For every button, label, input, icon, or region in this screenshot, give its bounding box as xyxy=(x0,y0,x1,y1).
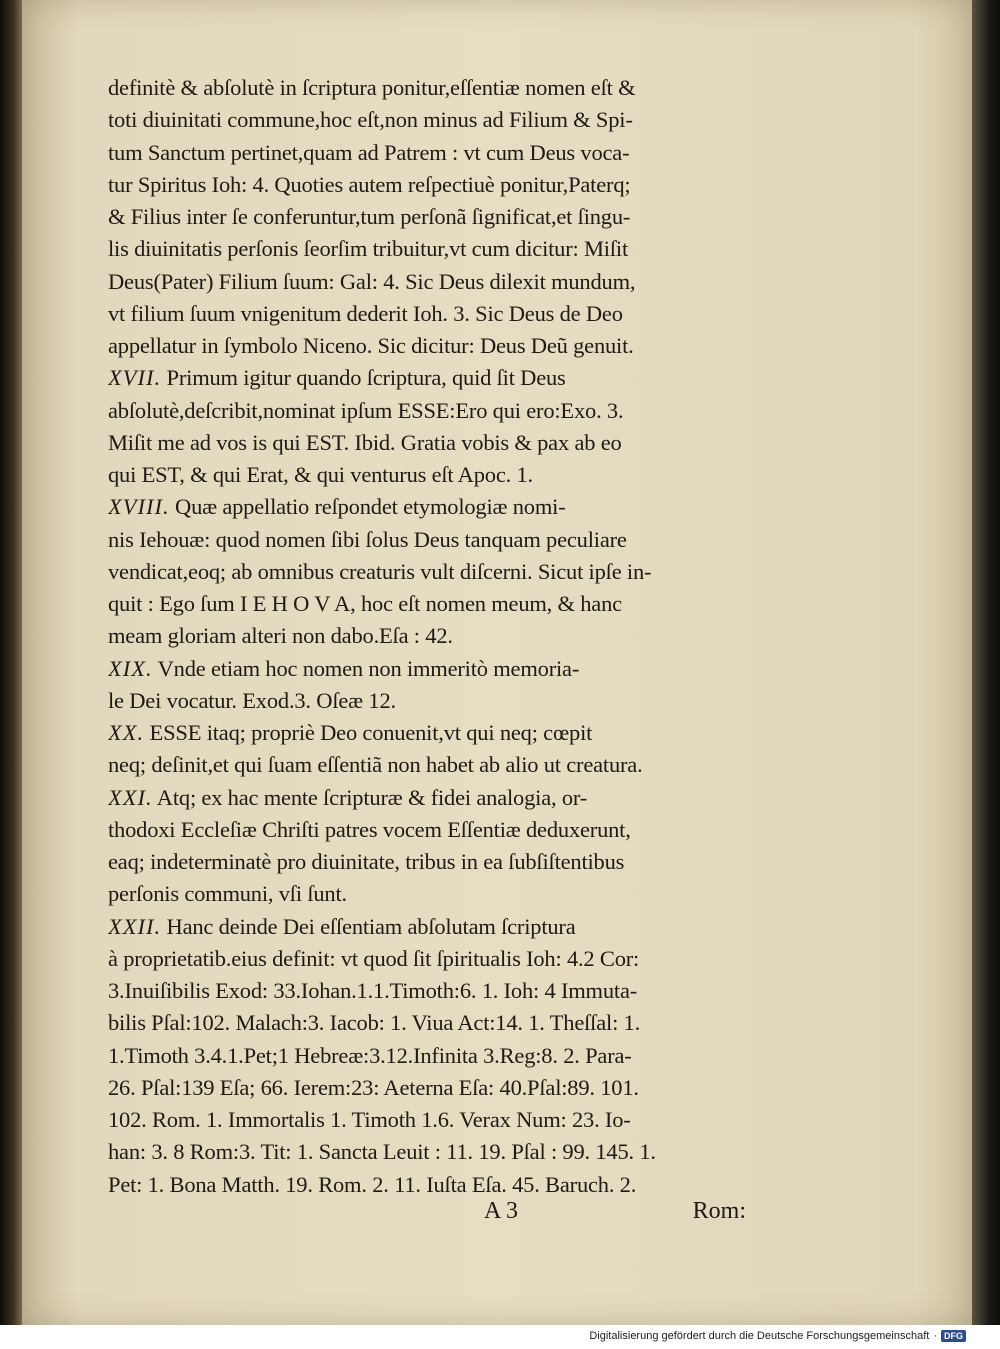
text-line xyxy=(108,749,748,781)
text-line xyxy=(108,846,748,878)
line-text: abſolutè,deſcribit,nominat ipſum ESSE:Ero qui ero:Exo. 3. xyxy=(108,397,624,423)
text-line xyxy=(108,878,748,910)
text-line xyxy=(108,298,748,330)
line-text: eaq; indeterminatè pro diuinitate, tribus in ea ſubſiſtentibus xyxy=(108,849,625,874)
text-line xyxy=(108,975,748,1007)
line-text: 26. Pſal:139 Eſa; 66. Ierem:23: Aeterna Eſa: 40.Pſal:89. 101. xyxy=(108,1074,639,1100)
text-line xyxy=(108,1040,748,1072)
line-text: Hanc deinde Dei eſſentiam abſolutam ſcriptura xyxy=(161,913,576,939)
text-line xyxy=(108,459,748,491)
line-text: vt filium ſuum vnigenitum dederit Ioh. 3. Sic Deus de Deo xyxy=(108,300,623,326)
page-body-text xyxy=(108,72,748,1201)
text-line xyxy=(108,588,748,620)
line-text: han: 3. 8 Rom:3. Tit: 1. Sancta Leuit : 11. 19. Pſal : 99. 145. 1. xyxy=(108,1139,656,1165)
text-line xyxy=(108,1007,748,1039)
text-line xyxy=(108,524,748,556)
text-line xyxy=(108,395,748,427)
line-text: Miſit me ad vos is qui EST. Ibid. Gratia vobis & pax ab eo xyxy=(108,429,622,455)
line-text: tum Sanctum pertinet,quam ad Patrem : vt cum Deus voca- xyxy=(108,139,630,165)
text-line xyxy=(108,911,748,943)
line-text: tur Spiritus Ioh: 4. Quoties autem reſpectiuè ponitur,Paterq; xyxy=(108,171,631,197)
text-line xyxy=(108,427,748,459)
digitization-credit: Digitalisierung gefördert durch die Deutsche Forschungsgemeinschaft · DFG xyxy=(589,1327,966,1345)
line-text: meam gloriam alteri non dabo.Eſa : 42. xyxy=(108,623,453,649)
text-line xyxy=(108,685,748,717)
text-line xyxy=(108,362,748,394)
line-text: & Filius inter ſe conferuntur,tum perſonã ſignificat,et ſingu- xyxy=(108,204,631,229)
text-line xyxy=(108,943,748,975)
line-text: Primum igitur quando ſcriptura, quid ſit Deus xyxy=(161,365,566,391)
line-text: vendicat,eoq; ab omnibus creaturis vult diſcerni. Sicut ipſe in- xyxy=(108,558,652,584)
page-footer-line xyxy=(108,1191,748,1231)
section-number: XVII. xyxy=(108,365,162,391)
text-line xyxy=(108,266,748,298)
text-line xyxy=(108,1072,748,1104)
text-line xyxy=(108,1104,748,1136)
line-text: Deus(Pater) Filium ſuum: Gal: 4. Sic Deus dilexit mundum, xyxy=(108,268,636,294)
text-line xyxy=(108,137,748,169)
credit-text: Digitalisierung gefördert durch die Deutsche Forschungsgemeinschaft xyxy=(589,1330,930,1342)
line-text: Pet: 1. Bona Matth. 19. Rom. 2. 11. Iuſta Eſa. 45. Baruch. 2. xyxy=(108,1171,637,1197)
line-text: nis Iehouæ: quod nomen ſibi ſolus Deus tanquam peculiare xyxy=(108,526,627,552)
line-text: 1.Timoth 3.4.1.Pet;1 Hebreæ:3.12.Infinita 3.Reg:8. 2. Para- xyxy=(108,1042,632,1068)
line-text: toti diuinitati commune,hoc eſt,non minus ad Filium & Spi- xyxy=(108,107,633,133)
text-line xyxy=(108,782,748,814)
book-spine xyxy=(0,0,22,1325)
text-line xyxy=(108,104,748,136)
dfg-logo: DFG xyxy=(941,1330,966,1342)
section-number: XX. xyxy=(108,720,145,745)
section-number: XVIII. xyxy=(108,494,170,520)
line-text: neq; deſinit,et qui ſuam eſſentiã non habet ab alio ut creatura. xyxy=(108,752,643,778)
line-text: ESSE itaq; propriè Deo conuenit,vt qui neq; cœpit xyxy=(144,720,593,745)
line-text: à proprietatib.eius definit: vt quod ſit ſpiritualis Ioh: 4.2 Cor: xyxy=(108,945,640,971)
line-text: Quæ appellatio reſpondet etymologiæ nomi- xyxy=(169,494,566,520)
line-text: definitè & abſolutè in ſcriptura ponitur,eſſentiæ nomen eſt & xyxy=(108,75,636,100)
line-text: Vnde etiam hoc nomen non immeritò memoria- xyxy=(152,655,580,681)
text-line xyxy=(108,1136,748,1168)
text-line xyxy=(108,556,748,588)
line-text: Atq; ex hac mente ſcripturæ & fidei analogia, or- xyxy=(152,784,588,810)
line-text: bilis Pſal:102. Malach:3. Iacob: 1. Viua Act:14. 1. Theſſal: 1. xyxy=(108,1010,641,1036)
section-number: XIX. xyxy=(108,655,153,681)
text-line xyxy=(108,717,748,749)
line-text: quit : Ego ſum I E H O V A, hoc eſt nomen meum, & hanc xyxy=(108,591,622,616)
page-edge xyxy=(972,0,1000,1325)
text-line xyxy=(108,330,748,362)
text-line xyxy=(108,620,748,652)
section-number: XXI. xyxy=(108,784,153,810)
text-line xyxy=(108,201,748,233)
line-text: qui EST, & qui Erat, & qui venturus eſt Apoc. 1. xyxy=(108,462,533,487)
text-line xyxy=(108,814,748,846)
line-text: le Dei vocatur. Exod.3. Oſeæ 12. xyxy=(108,687,396,713)
catchword: Rom: xyxy=(692,1198,746,1224)
line-text: 102. Rom. 1. Immortalis 1. Timoth 1.6. Verax Num: 23. Io- xyxy=(108,1107,631,1132)
line-text: thodoxi Eccleſiæ Chriſti patres vocem Eſſentiæ deduxerunt, xyxy=(108,816,631,842)
line-text: perſonis communi, vſi ſunt. xyxy=(108,881,347,907)
text-line xyxy=(108,233,748,265)
line-text: appellatur in ſymbolo Niceno. Sic dicitur: Deus Deũ genuit. xyxy=(108,333,634,358)
signature-mark: A 3 xyxy=(484,1198,519,1224)
text-line xyxy=(108,653,748,685)
text-line xyxy=(108,491,748,523)
line-text: 3.Inuiſibilis Exod: 33.Iohan.1.1.Timoth:6. 1. Ioh: 4 Immuta- xyxy=(108,978,638,1003)
line-text: lis diuinitatis perſonis ſeorſim tribuitur,vt cum dicitur: Miſit xyxy=(108,236,629,262)
text-line xyxy=(108,72,748,104)
section-number: XXII. xyxy=(108,913,162,939)
text-line xyxy=(108,169,748,201)
